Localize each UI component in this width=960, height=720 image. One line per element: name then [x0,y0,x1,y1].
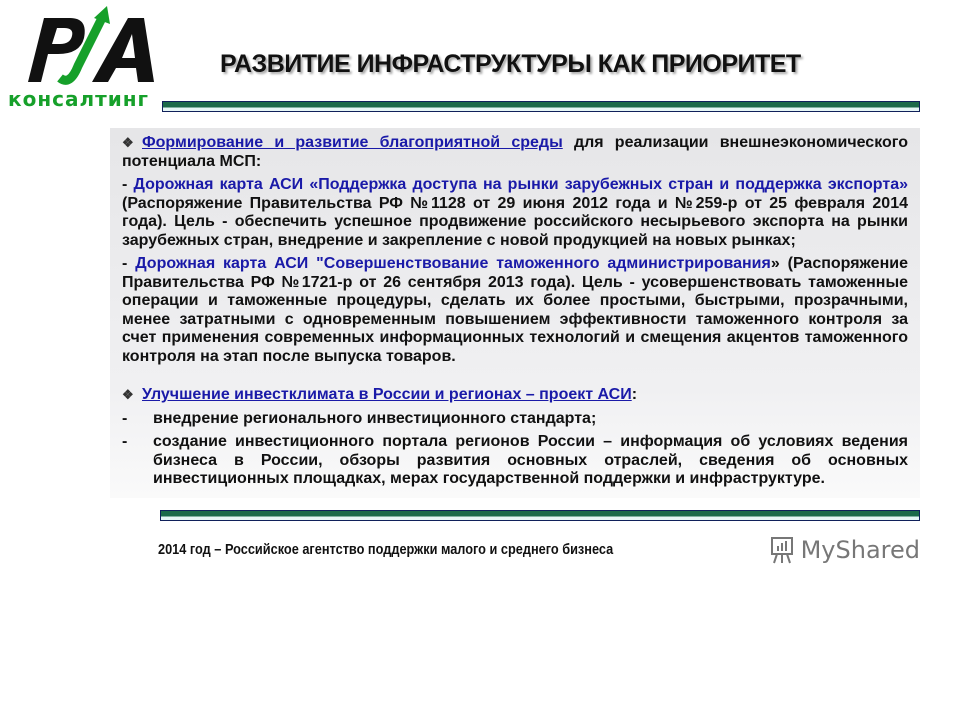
main-column [110,128,920,565]
footer-row [110,535,920,565]
logo-subtitle: консалтинг [8,87,150,111]
dash: - [122,255,136,272]
link-trade-env[interactable]: Формирование и развитие благоприятной среды [142,134,563,151]
footer-text: 2014 год – Российское агентство поддержки малого и среднего бизнеса [158,540,614,558]
paragraph-customs-roadmap [122,255,908,366]
text: (Распоряжение Правительства РФ №1128 от 29 июня 2012 года и №259-р от 25 февраля 2014 года). Цель - обеспечить успешное продвижение российского несырьевого экспорта на рынки зарубежных стран, внедрение и закрепление с новой продукцией на новых рынках; [122,194,908,249]
diamond-bullet-icon: ❖ [122,135,134,150]
link-invest-climate[interactable]: Улучшение инвестклимата в России и регионах – проект АСИ [142,386,632,403]
roadmap-title: Дорожная карта АСИ «Поддержка доступа на рынки зарубежных стран и поддержка экспорта» [133,176,909,193]
text: создание инвестиционного портала регионов России – информация об условиях ведения бизнеса в России, обзоры развития основных отраслей, сведения об основных инвестиционных площадках, мерах государственной поддержки и инфраструктуре. [153,433,908,487]
watermark [769,535,920,565]
text: : [631,386,638,403]
header-divider [162,101,920,112]
content-box [110,128,920,498]
dash: - [122,176,134,193]
section-trade-env [122,134,908,171]
dash: - [122,433,128,450]
text: » (Распоряжение Правительства РФ №1721-р от 26 сентября 2013 года). Цель - усовершенствовать таможенные операции и таможенные процедуры, сделать их более простыми, быстрыми, прозрачными, менее затратными с одновременным повышением эффективности таможенного контроля за счет применения современных информационных технологий и смещения акцентов таможенного контроля на этап после выпуска товаров. [122,255,908,365]
list-item [122,410,908,429]
dash: - [122,409,128,427]
presentation-icon [769,535,795,565]
roadmap-title: Дорожная карта АСИ "Совершенствование таможенного администрирования [135,255,771,272]
logo [8,4,168,88]
text: для реализации внешнеэкономического потенциала МСП: [122,134,908,170]
watermark-text: MyShared [800,535,920,564]
paragraph-export-roadmap [122,176,908,250]
list-item [122,433,908,489]
diamond-bullet-icon: ❖ [122,387,134,402]
text: внедрение регионального инвестиционного стандарта; [153,409,597,427]
page-title: РАЗВИТИЕ ИНФРАСТРУКТУРЫ КАК ПРИОРИТЕТ [220,50,801,78]
section-invest-climate [122,386,908,405]
footer-divider [160,510,920,521]
